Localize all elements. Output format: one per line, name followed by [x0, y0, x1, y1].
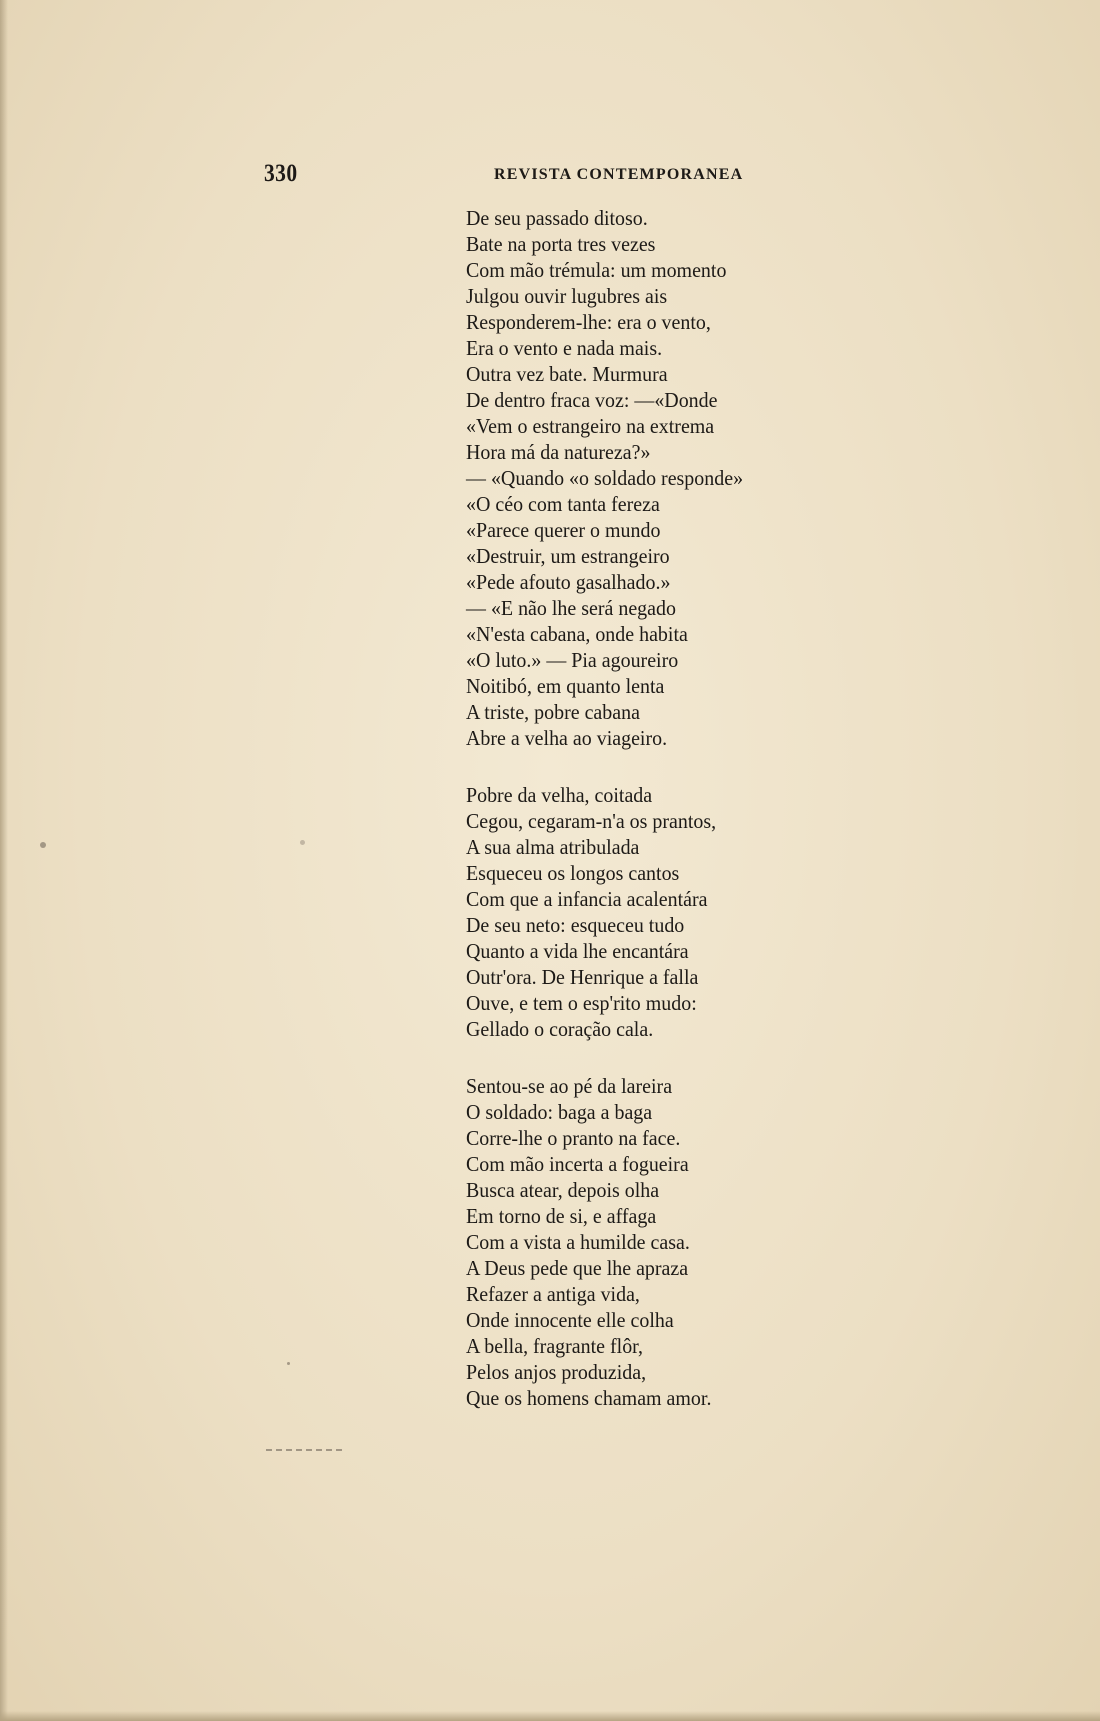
poem-line: Busca atear, depois olha: [466, 1178, 660, 1202]
poem-line: Era o vento e nada mais.: [466, 336, 663, 360]
poem-line: Pobre da velha, coitada: [466, 783, 653, 807]
poem: [466, 205, 758, 1411]
poem-line: Quanto a vida lhe encantára: [466, 939, 689, 963]
poem-stanza: [466, 1073, 758, 1411]
poem-line: Pelos anjos produzida,: [466, 1360, 647, 1384]
poem-line: «O céo com tanta fereza: [466, 492, 660, 516]
poem-line: «Destruir, um estrangeiro: [466, 544, 670, 568]
poem-line: Outra vez bate. Murmura: [466, 362, 668, 386]
poem-line: Refazer a antiga vida,: [466, 1282, 640, 1306]
poem-line: Responderem-lhe: era o vento,: [466, 310, 711, 334]
poem-line: A sua alma atribulada: [466, 835, 640, 859]
poem-line: Esqueceu os longos cantos: [466, 861, 680, 885]
page-edge-left: [0, 0, 8, 1721]
poem-line: O soldado: baga a baga: [466, 1100, 653, 1124]
poem-line: «N'esta cabana, onde habita: [466, 622, 688, 646]
poem-line: «Parece querer o mundo: [466, 518, 661, 542]
poem-line: — «E não lhe será negado: [466, 596, 676, 620]
poem-line: De seu neto: esqueceu tudo: [466, 913, 685, 937]
page-edge-bottom: [0, 1711, 1100, 1721]
poem-line: Onde innocente elle colha: [466, 1308, 674, 1332]
poem-line: A bella, fragrante flôr,: [466, 1334, 644, 1358]
poem-line: Gellado o coração cala.: [466, 1017, 654, 1041]
poem-line: Abre a velha ao viageiro.: [466, 726, 668, 750]
paper-speck: [287, 1362, 290, 1365]
poem-line: Com mão incerta a fogueira: [466, 1152, 689, 1176]
poem-line: Cegou, cegaram-n'a os prantos,: [466, 809, 717, 833]
poem-stanza: [466, 205, 758, 751]
poem-line: «Vem o estrangeiro na extrema: [466, 414, 715, 438]
poem-line: Outr'ora. De Henrique a falla: [466, 965, 699, 989]
poem-line: Com que a infancia acalentára: [466, 887, 708, 911]
poem-line: Hora má da natureza?»: [466, 440, 651, 464]
poem-line: A Deus pede que lhe apraza: [466, 1256, 689, 1280]
paper-speck: [40, 842, 46, 848]
paper-speck: [300, 840, 305, 845]
poem-line: De dentro fraca voz: —«Donde: [466, 388, 718, 412]
poem-line: Ouve, e tem o esp'rito mudo:: [466, 991, 697, 1015]
poem-line: Noitibó, em quanto lenta: [466, 674, 665, 698]
poem-line: Julgou ouvir lugubres ais: [466, 284, 668, 308]
poem-line: Que os homens chamam amor.: [466, 1386, 712, 1410]
poem-stanza: [466, 782, 758, 1042]
poem-line: — «Quando «o soldado responde»: [466, 466, 744, 490]
poem-line: «O luto.» — Pia agoureiro: [466, 648, 679, 672]
poem-line: A triste, pobre cabana: [466, 700, 640, 724]
poem-line: Com a vista a humilde casa.: [466, 1230, 690, 1254]
page-number: 330: [264, 160, 298, 187]
folio-mark: [266, 1449, 344, 1451]
poem-line: Bate na porta tres vezes: [466, 232, 656, 256]
poem-line: Com mão trémula: um momento: [466, 258, 727, 282]
poem-line: Sentou-se ao pé da lareira: [466, 1074, 673, 1098]
poem-line: «Pede afouto gasalhado.»: [466, 570, 671, 594]
running-title: REVISTA CONTEMPORANEA: [494, 166, 744, 183]
poem-line: De seu passado ditoso.: [466, 206, 648, 230]
poem-line: Corre-lhe o pranto na face.: [466, 1126, 681, 1150]
poem-line: Em torno de si, e affaga: [466, 1204, 657, 1228]
